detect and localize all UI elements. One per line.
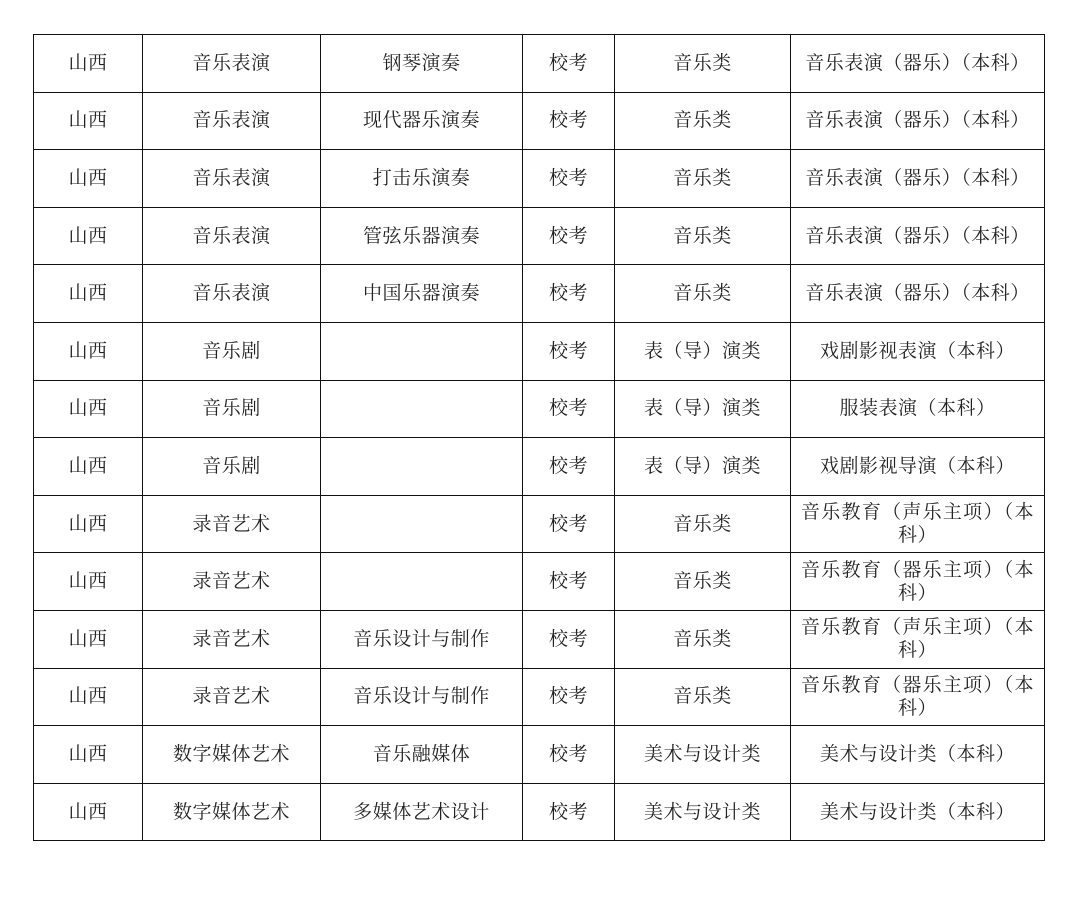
category-cell: 音乐类 [615, 265, 791, 323]
category-cell: 表（导）演类 [615, 380, 791, 438]
corresponding-major-cell: 音乐表演（器乐）（本科） [791, 92, 1045, 150]
exam-type-cell: 校考 [523, 495, 615, 553]
category-cell: 表（导）演类 [615, 438, 791, 496]
province-cell: 山西 [34, 726, 143, 784]
exam-type-cell: 校考 [523, 265, 615, 323]
exam-type-cell: 校考 [523, 726, 615, 784]
table-row [34, 207, 1045, 265]
major-cell: 录音艺术 [143, 668, 321, 726]
major-cell: 音乐剧 [143, 380, 321, 438]
category-cell: 音乐类 [615, 495, 791, 553]
major-cell: 数字媒体艺术 [143, 726, 321, 784]
direction-cell: 现代器乐演奏 [321, 92, 523, 150]
province-cell: 山西 [34, 438, 143, 496]
corresponding-major-cell: 音乐表演（器乐）（本科） [791, 150, 1045, 208]
corresponding-major-cell: 戏剧影视导演（本科） [791, 438, 1045, 496]
province-cell: 山西 [34, 553, 143, 611]
category-cell: 音乐类 [615, 668, 791, 726]
major-cell: 音乐表演 [143, 207, 321, 265]
corresponding-major-cell: 音乐教育（声乐主项）（本科） [791, 610, 1045, 668]
table-row [34, 92, 1045, 150]
corresponding-major-cell: 音乐表演（器乐）（本科） [791, 207, 1045, 265]
category-cell: 音乐类 [615, 553, 791, 611]
province-cell: 山西 [34, 322, 143, 380]
exam-type-cell: 校考 [523, 380, 615, 438]
direction-cell: 音乐融媒体 [321, 726, 523, 784]
corresponding-major-cell: 美术与设计类（本科） [791, 726, 1045, 784]
direction-cell: 音乐设计与制作 [321, 610, 523, 668]
direction-cell [321, 438, 523, 496]
direction-cell [321, 495, 523, 553]
major-cell: 音乐表演 [143, 35, 321, 93]
major-cell: 音乐表演 [143, 265, 321, 323]
category-cell: 音乐类 [615, 35, 791, 93]
corresponding-major-cell: 戏剧影视表演（本科） [791, 322, 1045, 380]
exam-type-cell: 校考 [523, 668, 615, 726]
province-cell: 山西 [34, 207, 143, 265]
corresponding-major-cell: 音乐表演（器乐）（本科） [791, 35, 1045, 93]
corresponding-major-cell: 音乐教育（器乐主项）（本科） [791, 553, 1045, 611]
document-table-wrapper [33, 34, 1045, 841]
category-cell: 音乐类 [615, 92, 791, 150]
direction-cell: 多媒体艺术设计 [321, 783, 523, 841]
exam-type-cell: 校考 [523, 150, 615, 208]
province-cell: 山西 [34, 265, 143, 323]
table-row [34, 668, 1045, 726]
category-cell: 音乐类 [615, 610, 791, 668]
table-row [34, 495, 1045, 553]
major-cell: 音乐剧 [143, 438, 321, 496]
table-row [34, 322, 1045, 380]
direction-cell [321, 380, 523, 438]
table-row [34, 726, 1045, 784]
province-cell: 山西 [34, 150, 143, 208]
province-cell: 山西 [34, 783, 143, 841]
direction-cell: 音乐设计与制作 [321, 668, 523, 726]
direction-cell [321, 553, 523, 611]
province-cell: 山西 [34, 668, 143, 726]
exam-type-cell: 校考 [523, 438, 615, 496]
table-row [34, 150, 1045, 208]
category-cell: 音乐类 [615, 150, 791, 208]
major-cell: 数字媒体艺术 [143, 783, 321, 841]
category-cell: 美术与设计类 [615, 783, 791, 841]
table-body [34, 35, 1045, 841]
exam-type-cell: 校考 [523, 553, 615, 611]
province-cell: 山西 [34, 92, 143, 150]
table-row [34, 380, 1045, 438]
major-cell: 录音艺术 [143, 553, 321, 611]
corresponding-major-cell: 音乐表演（器乐）（本科） [791, 265, 1045, 323]
table-row [34, 610, 1045, 668]
category-cell: 美术与设计类 [615, 726, 791, 784]
major-cell: 音乐剧 [143, 322, 321, 380]
major-cell: 音乐表演 [143, 150, 321, 208]
exam-type-cell: 校考 [523, 610, 615, 668]
corresponding-major-cell: 音乐教育（器乐主项）（本科） [791, 668, 1045, 726]
direction-cell: 管弦乐器演奏 [321, 207, 523, 265]
admissions-table [33, 34, 1045, 841]
major-cell: 音乐表演 [143, 92, 321, 150]
exam-type-cell: 校考 [523, 207, 615, 265]
table-row [34, 265, 1045, 323]
province-cell: 山西 [34, 380, 143, 438]
corresponding-major-cell: 服装表演（本科） [791, 380, 1045, 438]
exam-type-cell: 校考 [523, 783, 615, 841]
province-cell: 山西 [34, 35, 143, 93]
major-cell: 录音艺术 [143, 610, 321, 668]
corresponding-major-cell: 美术与设计类（本科） [791, 783, 1045, 841]
exam-type-cell: 校考 [523, 35, 615, 93]
exam-type-cell: 校考 [523, 92, 615, 150]
exam-type-cell: 校考 [523, 322, 615, 380]
direction-cell: 钢琴演奏 [321, 35, 523, 93]
province-cell: 山西 [34, 495, 143, 553]
category-cell: 表（导）演类 [615, 322, 791, 380]
table-row [34, 438, 1045, 496]
direction-cell: 中国乐器演奏 [321, 265, 523, 323]
major-cell: 录音艺术 [143, 495, 321, 553]
province-cell: 山西 [34, 610, 143, 668]
table-row [34, 783, 1045, 841]
category-cell: 音乐类 [615, 207, 791, 265]
table-row [34, 35, 1045, 93]
table-row [34, 553, 1045, 611]
direction-cell: 打击乐演奏 [321, 150, 523, 208]
corresponding-major-cell: 音乐教育（声乐主项）（本科） [791, 495, 1045, 553]
direction-cell [321, 322, 523, 380]
